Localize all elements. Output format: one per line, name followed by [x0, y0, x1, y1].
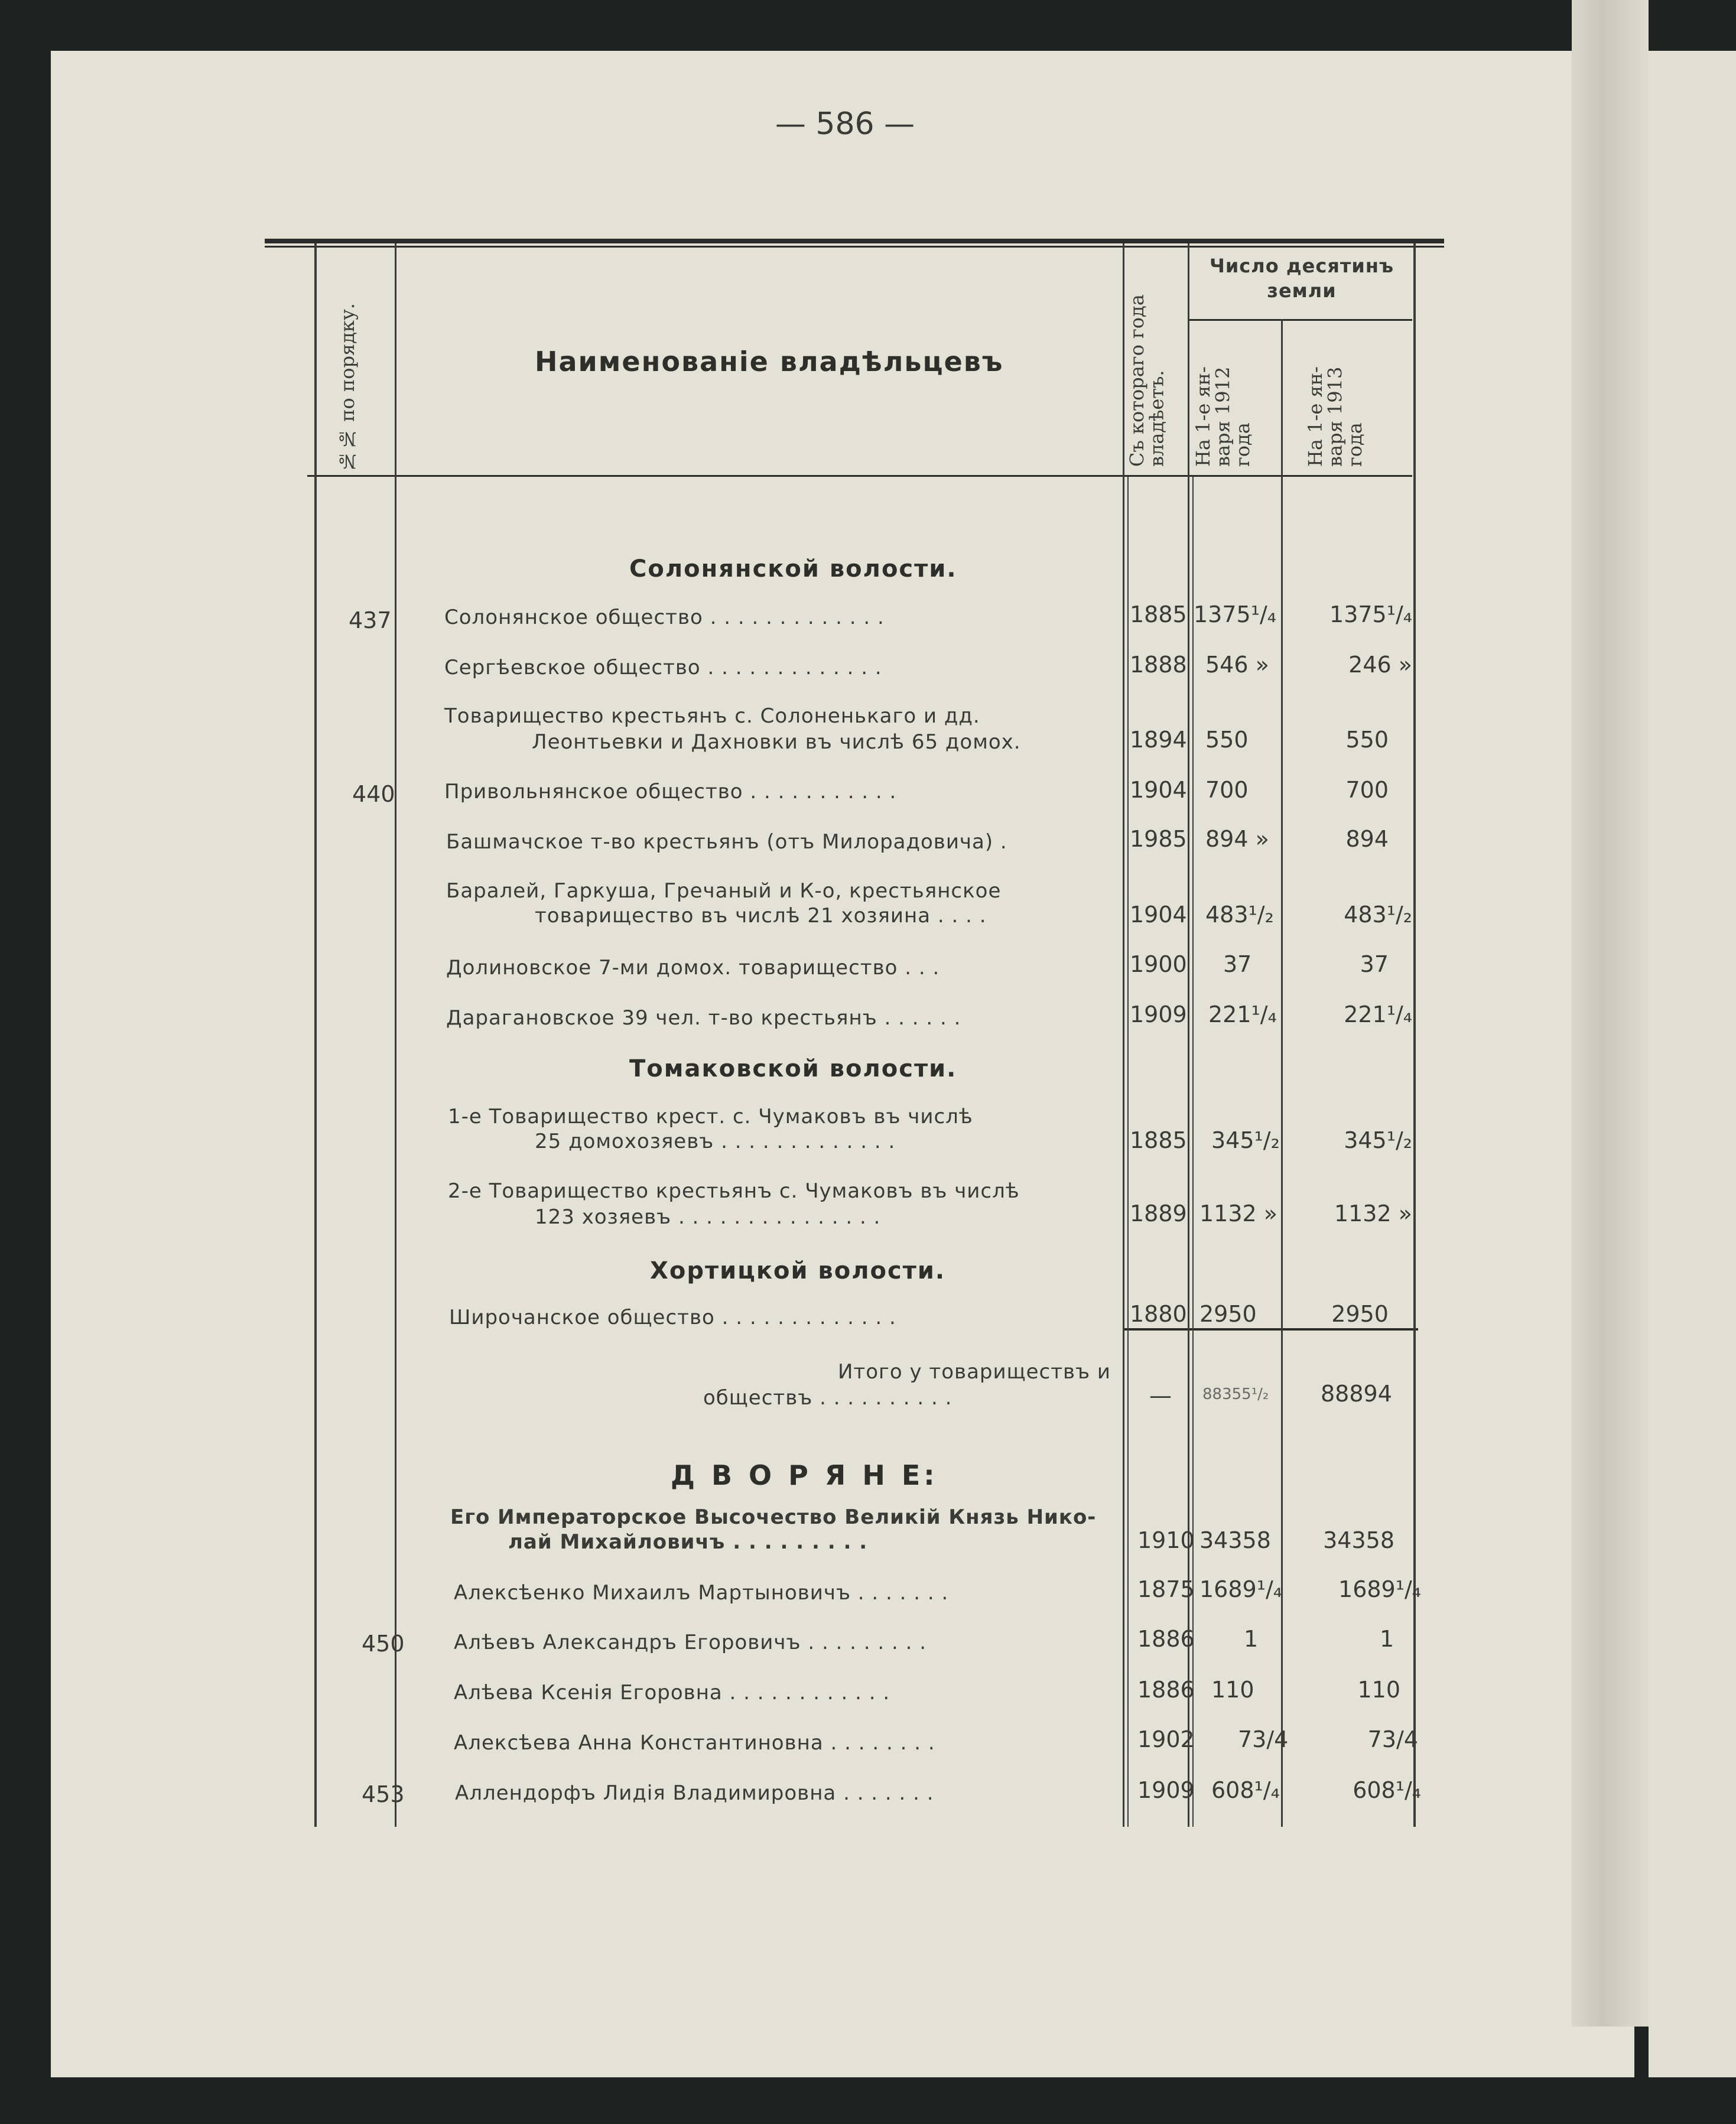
row-year: 1875: [1137, 1576, 1195, 1602]
total-label: Итого у товариществъ и: [837, 1360, 1111, 1384]
header-1913: [1306, 331, 1366, 467]
header-name: Наименованіе владѣльцевъ: [535, 346, 1004, 378]
header-1912-l1: На 1-е ян-: [1192, 366, 1214, 467]
header-desyat: [1192, 254, 1411, 303]
section-tomak: Томаковской волости.: [629, 1055, 957, 1082]
row-name: Привольнянское общество . . . . . . . . . . .: [444, 780, 897, 804]
page-number: — 586 —: [775, 106, 915, 142]
row-1912: 1689¹/₄: [1199, 1576, 1282, 1602]
row-year: 1880: [1130, 1301, 1187, 1327]
section-solon: Солонянской волости.: [629, 555, 957, 583]
header-no: №№ по порядку.: [336, 303, 359, 473]
row-year: 1904: [1130, 777, 1187, 803]
header-desyat-l1: Число десятинъ: [1210, 255, 1394, 277]
row-year: 1894: [1130, 727, 1187, 753]
row-name: Долиновское 7-ми домох. товарищество . . .: [446, 956, 940, 980]
header-1912-l2: варя 1912: [1211, 366, 1234, 467]
row-name: Аллендорфъ Лидія Владимировна . . . . . . .: [455, 1781, 934, 1805]
row-name: Алѣевъ Александръ Егоровичъ . . . . . . . . .: [454, 1631, 927, 1654]
row-1912: 345¹/₂: [1211, 1127, 1280, 1153]
table-top-rule: [265, 239, 1444, 243]
row-1913: 700: [1345, 777, 1389, 803]
row-1913: 1689¹/₄: [1338, 1576, 1421, 1602]
no-col-border: [395, 243, 396, 1827]
row-name: Товарищество крестьянъ с. Солоненькаго и дд.: [444, 704, 980, 728]
row-year: 1885: [1130, 1127, 1187, 1153]
row-no: 453: [362, 1781, 405, 1807]
row-1913: 1375¹/₄: [1329, 601, 1412, 627]
row-year: 1886: [1137, 1626, 1195, 1652]
row-1912: 34358: [1199, 1527, 1271, 1553]
total-1913: 88894: [1321, 1381, 1392, 1407]
section-dvoryane: Д В О Р Я Н Е:: [671, 1459, 938, 1491]
header-since-l2: владѣетъ.: [1145, 370, 1168, 467]
name-col-border: [1123, 243, 1124, 1827]
row-1913: 34358: [1323, 1527, 1394, 1553]
row-1913: 1: [1380, 1626, 1394, 1652]
row-name: Алѣева Ксенія Егоровна . . . . . . . . . . . .: [454, 1681, 890, 1705]
row-year: 1910: [1137, 1527, 1195, 1553]
row-1913: 1132 »: [1334, 1201, 1412, 1227]
row-name: Солонянское общество . . . . . . . . . . . . .: [444, 606, 885, 629]
row-1913: 2950: [1331, 1301, 1389, 1327]
year-col-border-2: [1192, 476, 1194, 1827]
row-1913: 37: [1360, 951, 1389, 977]
row-year: 1900: [1130, 951, 1187, 977]
row-1912: 2950: [1199, 1301, 1257, 1327]
row-year: 1885: [1130, 601, 1187, 627]
row-1913: 73/4: [1367, 1726, 1418, 1752]
row-1913: 345¹/₂: [1344, 1127, 1412, 1153]
row-year: 1909: [1137, 1777, 1195, 1803]
row-name-cont: 25 домохозяевъ . . . . . . . . . . . . .: [535, 1130, 896, 1153]
subheader-rule: [1188, 319, 1412, 321]
header-1913-l1: На 1-е ян-: [1304, 366, 1327, 467]
row-year: 1904: [1130, 902, 1187, 928]
row-1912: 37: [1223, 951, 1252, 977]
section-khort: Хортицкой волости.: [650, 1257, 946, 1284]
row-name: 1-е Товарищество крест. с. Чумаковъ въ числѣ: [448, 1105, 973, 1128]
header-1912: [1194, 331, 1253, 467]
row-name-cont: лай Михайловичъ . . . . . . . . .: [508, 1530, 868, 1554]
row-name: Его Императорское Высочество Великій Князь Нико-: [450, 1505, 1097, 1529]
name-col-border-2: [1127, 476, 1129, 1827]
row-name-cont: товарищество въ числѣ 21 хозяина . . . .: [535, 904, 987, 928]
header-bottom-rule: [307, 475, 1412, 477]
row-year: 1985: [1130, 826, 1187, 852]
row-1912: 110: [1211, 1677, 1254, 1703]
row-name: Сергѣевское общество . . . . . . . . . . . . .: [444, 656, 882, 679]
total-label-cont: обществъ . . . . . . . . . .: [703, 1386, 952, 1410]
row-1913: 110: [1357, 1677, 1400, 1703]
table-top-rule-2: [265, 246, 1444, 248]
row-year: 1886: [1137, 1677, 1195, 1703]
row-1912: 1132 »: [1199, 1201, 1278, 1227]
row-1913: 246 »: [1348, 652, 1412, 678]
row-year: 1889: [1130, 1201, 1187, 1227]
row-name: Алексѣева Анна Константиновна . . . . . . . .: [454, 1731, 935, 1755]
row-1912: 1375¹/₄: [1194, 601, 1276, 627]
row-name: 2-е Товарищество крестьянъ с. Чумаковъ въ числѣ: [448, 1179, 1020, 1203]
row-year: 1902: [1137, 1726, 1195, 1752]
row-name: Алексѣенко Михаилъ Мартыновичъ . . . . . . .: [454, 1581, 949, 1605]
header-since: [1127, 266, 1167, 467]
next-page-edge: [1649, 51, 1736, 2077]
row-name-cont: 123 хозяевъ . . . . . . . . . . . . . . .: [535, 1205, 881, 1229]
row-no: 437: [349, 607, 392, 633]
header-1913-l2: варя 1913: [1324, 366, 1347, 467]
row-name: Дарагановское 39 чел. т-во крестьянъ . . . . . .: [446, 1006, 961, 1030]
total-1912: 88355¹/₂: [1202, 1385, 1269, 1403]
header-desyat-l2: земли: [1267, 279, 1337, 302]
row-no: 450: [362, 1631, 405, 1657]
row-1913: 550: [1345, 727, 1389, 753]
row-1913: 608¹/₄: [1353, 1777, 1421, 1803]
total-year: —: [1149, 1383, 1172, 1409]
row-name: Широчанское общество . . . . . . . . . . . . .: [449, 1306, 896, 1329]
row-1913: 894: [1345, 826, 1389, 852]
row-1912: 700: [1205, 777, 1249, 803]
row-1912: 894 »: [1205, 826, 1269, 852]
row-name: Башмачское т-во крестьянъ (отъ Милорадовича) .: [446, 830, 1007, 854]
row-1912: 221¹/₄: [1208, 1001, 1277, 1027]
row-1913: 221¹/₄: [1344, 1001, 1412, 1027]
header-1912-l3: года: [1231, 422, 1254, 467]
header-since-l1: Съ котораго года: [1126, 294, 1148, 467]
row-name-cont: Леонтьевки и Дахновки въ числѣ 65 домох.: [532, 730, 1021, 754]
row-1913: 483¹/₂: [1344, 902, 1412, 928]
row-1912: 483¹/₂: [1205, 902, 1274, 928]
left-border: [314, 243, 317, 1827]
row-no: 440: [352, 781, 395, 807]
row-1912: 550: [1205, 727, 1249, 753]
header-1913-l3: года: [1344, 422, 1367, 467]
row-1912: 1: [1244, 1626, 1259, 1652]
page-gutter: [1572, 0, 1649, 2027]
row-1912: 608¹/₄: [1211, 1777, 1280, 1803]
row-name: Баралей, Гаркуша, Гречаный и К-о, крестьянское: [446, 879, 1002, 903]
row-year: 1909: [1130, 1001, 1187, 1027]
row-1912: 546 »: [1205, 652, 1269, 678]
row-year: 1888: [1130, 652, 1187, 678]
total-rule: [1123, 1328, 1418, 1331]
row-1912: 73/4: [1238, 1726, 1289, 1752]
